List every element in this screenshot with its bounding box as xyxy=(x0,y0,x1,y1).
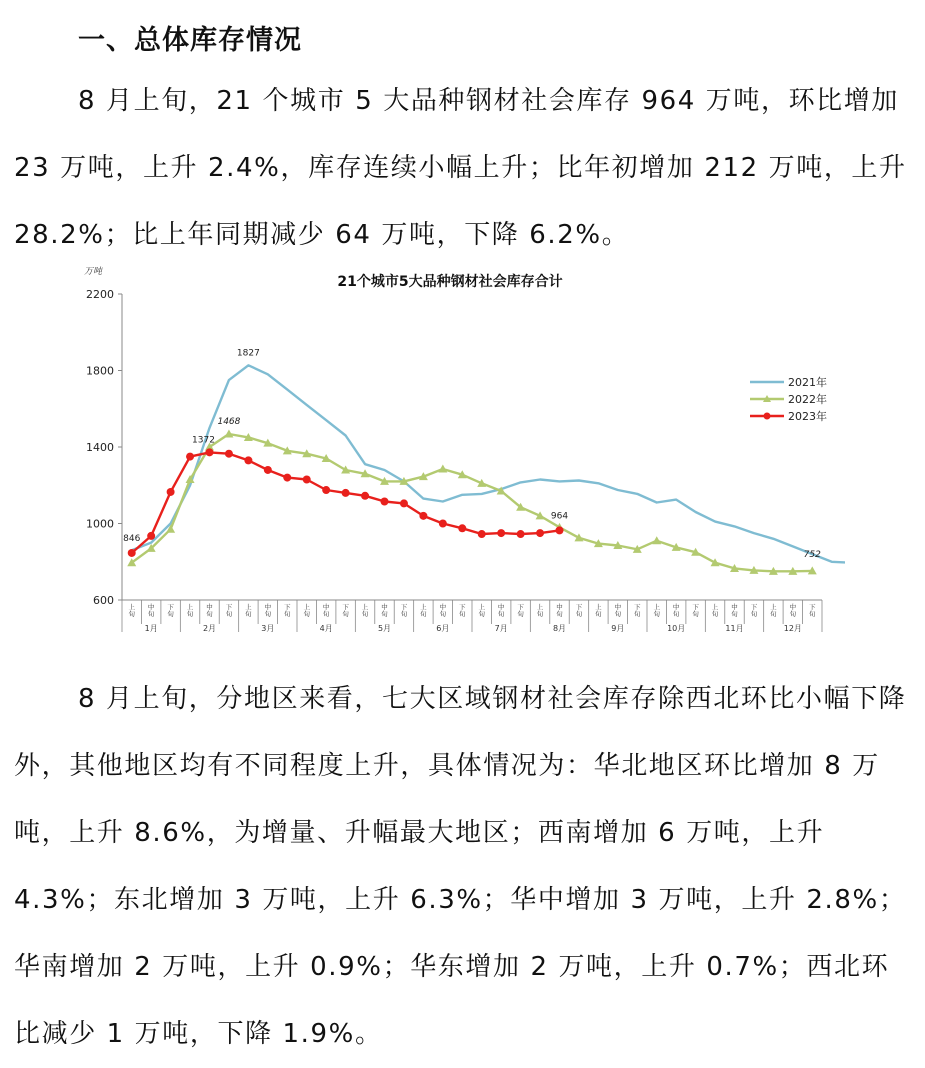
svg-text:旬: 旬 xyxy=(186,610,194,618)
svg-text:中: 中 xyxy=(206,603,213,611)
data-point xyxy=(322,486,330,494)
svg-text:中: 中 xyxy=(264,603,272,611)
svg-text:旬: 旬 xyxy=(575,610,583,618)
svg-text:上: 上 xyxy=(653,603,660,611)
svg-text:旬: 旬 xyxy=(711,610,719,618)
svg-text:旬: 旬 xyxy=(517,610,524,618)
data-point xyxy=(342,489,350,497)
data-point xyxy=(283,474,291,482)
svg-text:旬: 旬 xyxy=(400,610,408,618)
svg-text:旬: 旬 xyxy=(439,610,447,618)
y-tick-label: 1400 xyxy=(86,441,114,454)
svg-text:旬: 旬 xyxy=(245,610,252,618)
svg-text:下: 下 xyxy=(459,603,466,611)
period-tick-label xyxy=(323,602,330,618)
data-point xyxy=(556,526,564,534)
data-point xyxy=(652,536,661,544)
data-label: 964 xyxy=(550,511,569,522)
legend-label: 2021年 xyxy=(788,376,827,389)
month-label: 7月 xyxy=(494,624,508,633)
period-tick-label xyxy=(245,602,252,618)
svg-text:下: 下 xyxy=(342,603,349,611)
period-tick-label xyxy=(615,602,622,618)
period-tick-label xyxy=(420,602,427,618)
period-tick-label xyxy=(731,602,738,618)
y-tick-label: 2200 xyxy=(86,288,114,301)
svg-text:上: 上 xyxy=(128,603,135,611)
svg-text:旬: 旬 xyxy=(322,610,330,618)
svg-text:旬: 旬 xyxy=(342,610,349,618)
svg-text:旬: 旬 xyxy=(303,610,310,618)
svg-text:旬: 旬 xyxy=(381,610,388,618)
svg-text:中: 中 xyxy=(147,603,155,611)
data-label: 1468 xyxy=(217,416,241,427)
data-point xyxy=(497,529,505,537)
svg-text:旬: 旬 xyxy=(595,610,602,618)
svg-text:上: 上 xyxy=(361,603,369,611)
period-tick-label xyxy=(459,603,466,618)
svg-text:旬: 旬 xyxy=(731,610,738,618)
data-point xyxy=(478,530,486,538)
period-tick-label xyxy=(265,602,272,618)
data-label: 752 xyxy=(803,549,821,560)
svg-text:旬: 旬 xyxy=(556,610,563,618)
data-point xyxy=(186,453,194,461)
svg-text:下: 下 xyxy=(809,603,816,611)
month-label: 1月 xyxy=(144,624,158,633)
month-label: 11月 xyxy=(725,624,744,633)
period-tick-label xyxy=(517,603,524,618)
legend-item xyxy=(750,409,827,423)
month-label: 9月 xyxy=(611,624,625,633)
paragraph-regional: 8 月上旬，分地区来看，七大区域钢材社会库存除西北环比小幅下降外，其他地区均有不同程度上升，具体情况为：华北地区环比增加 8 万吨，上升 8.6%，为增量、升幅最大地区；西南增加 6 万吨，上升 4.3%；东北增加 3 万吨，上升 6.3%；华中增加 3 万吨，上升 2.8%；华南增加 2 万吨，上升 0.9%；华东增加 2 万吨，上升 0.7%；西北环比减少 1 万吨，下降 1.9%。 xyxy=(14,684,907,1049)
period-tick-label xyxy=(342,603,349,618)
period-tick-label xyxy=(673,602,680,618)
svg-text:下: 下 xyxy=(517,603,524,611)
svg-text:旬: 旬 xyxy=(653,610,660,618)
inventory-line-chart xyxy=(60,258,845,638)
data-label: 1827 xyxy=(236,348,260,359)
svg-text:旬: 旬 xyxy=(361,610,369,618)
data-point xyxy=(167,488,175,496)
svg-text:旬: 旬 xyxy=(420,610,427,618)
period-tick-label xyxy=(226,603,233,618)
data-point xyxy=(439,520,447,528)
data-point xyxy=(381,498,389,506)
period-tick-label xyxy=(478,602,485,618)
period-tick-label xyxy=(790,602,797,618)
data-label: 1372 xyxy=(192,435,215,446)
month-label: 2月 xyxy=(202,624,217,633)
svg-text:下: 下 xyxy=(750,603,758,611)
svg-text:旬: 旬 xyxy=(536,610,544,618)
legend-label: 2022年 xyxy=(788,393,827,406)
period-tick-label xyxy=(167,603,174,618)
data-point xyxy=(264,466,272,474)
data-point xyxy=(517,530,525,538)
svg-text:上: 上 xyxy=(536,603,544,611)
period-tick-label xyxy=(751,603,758,618)
paragraph-summary: 8 月上旬，21 个城市 5 大品种钢材社会库存 964 万吨，环比增加 23 万吨，上升 2.4%，库存连续小幅上升；比年初增加 212 万吨，上升 28.2%；比上年同期减少 64 万吨，下降 6.2%。 xyxy=(14,86,907,250)
period-tick-label xyxy=(712,602,719,618)
y-axis-unit-label: 万吨 xyxy=(84,267,103,277)
data-point xyxy=(303,476,311,484)
data-point xyxy=(458,524,466,532)
svg-text:旬: 旬 xyxy=(206,610,213,618)
period-tick-label xyxy=(440,602,447,618)
svg-text:旬: 旬 xyxy=(167,610,174,618)
svg-text:旬: 旬 xyxy=(147,610,155,618)
period-tick-label xyxy=(401,603,408,618)
period-tick-label xyxy=(303,602,310,618)
month-label: 12月 xyxy=(783,624,802,633)
svg-text:旬: 旬 xyxy=(225,610,233,618)
period-tick-label xyxy=(498,602,505,618)
svg-text:中: 中 xyxy=(789,603,797,611)
period-tick-label xyxy=(187,602,194,618)
svg-text:旬: 旬 xyxy=(634,610,641,618)
svg-text:上: 上 xyxy=(711,603,719,611)
data-point xyxy=(244,456,252,464)
svg-text:旬: 旬 xyxy=(770,610,777,618)
svg-text:下: 下 xyxy=(225,603,233,611)
month-label: 5月 xyxy=(377,624,392,633)
legend-item xyxy=(750,392,827,406)
period-tick-label xyxy=(595,602,602,618)
svg-text:上: 上 xyxy=(186,603,194,611)
y-tick-label: 1000 xyxy=(86,517,114,531)
month-label: 8月 xyxy=(552,624,567,633)
svg-text:上: 上 xyxy=(770,603,777,611)
data-point xyxy=(147,532,155,540)
data-point xyxy=(400,499,408,507)
data-point xyxy=(536,529,544,537)
svg-text:旬: 旬 xyxy=(284,610,291,618)
data-point xyxy=(206,448,214,456)
data-point xyxy=(361,492,369,500)
period-tick-label xyxy=(284,603,291,618)
data-point xyxy=(128,549,136,557)
data-point xyxy=(225,450,233,458)
svg-text:中: 中 xyxy=(614,603,622,611)
svg-text:上: 上 xyxy=(478,603,485,611)
month-label: 10月 xyxy=(667,624,686,633)
month-label: 4月 xyxy=(319,624,333,633)
month-label: 6月 xyxy=(436,624,450,633)
svg-text:中: 中 xyxy=(497,603,505,611)
svg-text:下: 下 xyxy=(692,603,699,611)
legend-marker xyxy=(764,413,771,420)
period-tick-label xyxy=(692,603,699,618)
svg-text:中: 中 xyxy=(672,603,680,611)
svg-text:旬: 旬 xyxy=(789,610,797,618)
svg-text:旬: 旬 xyxy=(672,610,680,618)
svg-text:旬: 旬 xyxy=(692,610,699,618)
period-tick-label xyxy=(556,602,563,618)
chart-title: 21个城市5大品种钢材社会库存合计 xyxy=(337,274,563,290)
legend-label: 2023年 xyxy=(788,410,827,423)
svg-text:下: 下 xyxy=(634,603,641,611)
period-tick-label xyxy=(576,603,583,618)
period-tick-label xyxy=(653,602,660,618)
svg-text:上: 上 xyxy=(420,603,427,611)
y-tick-label: 1800 xyxy=(86,364,114,378)
period-tick-label xyxy=(537,602,544,618)
svg-text:下: 下 xyxy=(575,603,583,611)
data-point xyxy=(419,512,427,520)
svg-text:下: 下 xyxy=(284,603,291,611)
svg-text:旬: 旬 xyxy=(750,610,758,618)
data-point xyxy=(438,464,447,472)
period-tick-label xyxy=(381,602,388,618)
svg-text:旬: 旬 xyxy=(497,610,505,618)
svg-text:上: 上 xyxy=(595,603,602,611)
period-tick-label xyxy=(148,602,155,618)
svg-text:旬: 旬 xyxy=(478,610,485,618)
svg-text:旬: 旬 xyxy=(809,610,816,618)
svg-text:中: 中 xyxy=(556,603,563,611)
svg-text:中: 中 xyxy=(731,603,738,611)
period-tick-label xyxy=(206,602,213,618)
period-tick-label xyxy=(770,602,777,618)
y-tick-label: 600 xyxy=(93,594,114,607)
month-label: 3月 xyxy=(261,624,275,633)
svg-text:中: 中 xyxy=(439,603,447,611)
svg-text:上: 上 xyxy=(245,603,252,611)
svg-text:旬: 旬 xyxy=(128,610,135,618)
svg-text:中: 中 xyxy=(322,603,330,611)
svg-text:旬: 旬 xyxy=(264,610,272,618)
period-tick-label xyxy=(809,603,816,618)
svg-text:上: 上 xyxy=(303,603,310,611)
svg-text:下: 下 xyxy=(400,603,408,611)
legend-item xyxy=(750,375,827,389)
svg-text:旬: 旬 xyxy=(614,610,622,618)
data-label: 846 xyxy=(123,533,141,544)
svg-text:下: 下 xyxy=(167,603,174,611)
period-tick-label xyxy=(362,602,369,618)
section-heading: 一、总体库存情况 xyxy=(78,25,302,56)
period-tick-label xyxy=(634,603,641,618)
svg-text:中: 中 xyxy=(381,603,388,611)
svg-text:旬: 旬 xyxy=(459,610,466,618)
period-tick-label xyxy=(128,602,135,618)
